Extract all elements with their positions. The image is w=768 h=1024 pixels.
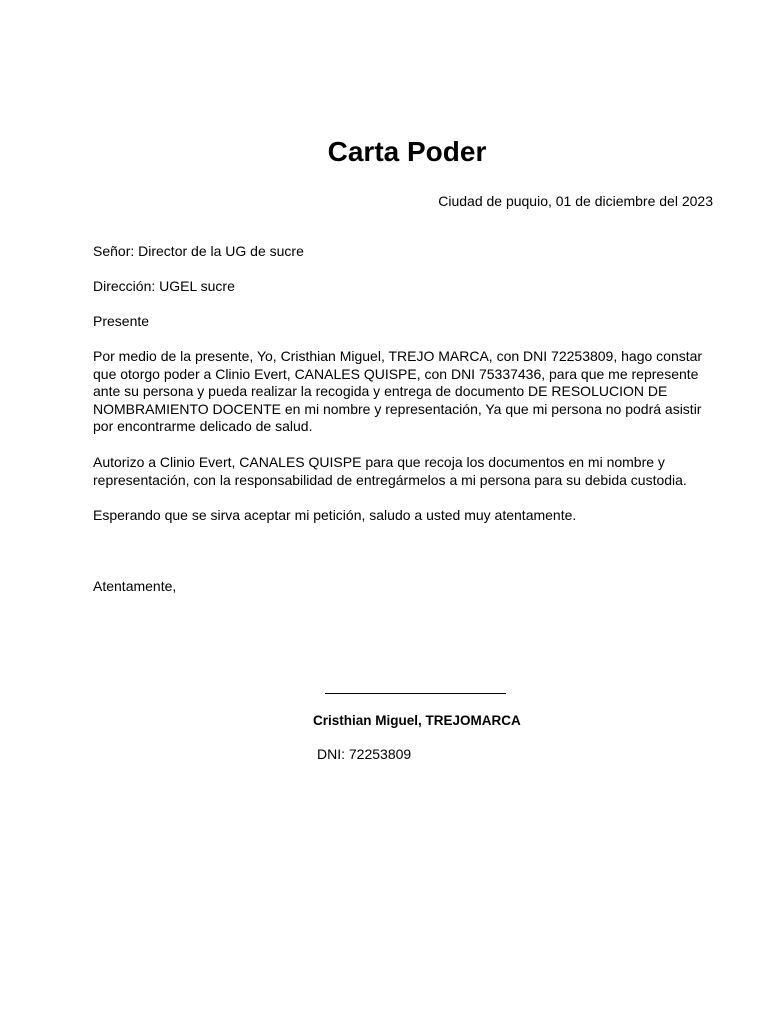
body-paragraph-3: Esperando que se sirva aceptar mi petición, saludo a usted muy atentamente. xyxy=(93,507,577,523)
closing: Atentamente, xyxy=(93,578,177,594)
salutation: Presente xyxy=(93,313,150,329)
document-title: Carta Poder xyxy=(327,136,487,167)
date-line: Ciudad de puquio, 01 de diciembre del 2023 xyxy=(438,193,713,209)
body-paragraph-2: Autorizo a Clinio Evert, CANALES QUISPE para que recoja los documentos en mi nombre y representación, con la responsabilidad de entregármelos a mi persona para su debida custodia. xyxy=(93,454,687,488)
signature-name: Cristhian Miguel, TREJOMARCA xyxy=(313,713,521,728)
signature-dni: DNI: 72253809 xyxy=(317,746,412,762)
signature-line xyxy=(325,693,506,694)
recipient-line: Señor: Director de la UG de sucre xyxy=(93,243,304,259)
body-paragraph-1: Por medio de la presente, Yo, Cristhian Miguel, TREJO MARCA, con DNI 72253809, hago constar que otorgo poder a Clinio Evert, CANALES QUISPE, con DNI 75337436, para que me represente ante su persona y pueda realizar la recogida y entrega de documento DE RESOLUCION DE NOMBRAMIENTO DOCENTE en mi nombre y representación, Ya que mi persona no podrá asistir por encontrarme delicado de salud. xyxy=(93,348,703,434)
address-line: Dirección: UGEL sucre xyxy=(93,278,235,294)
